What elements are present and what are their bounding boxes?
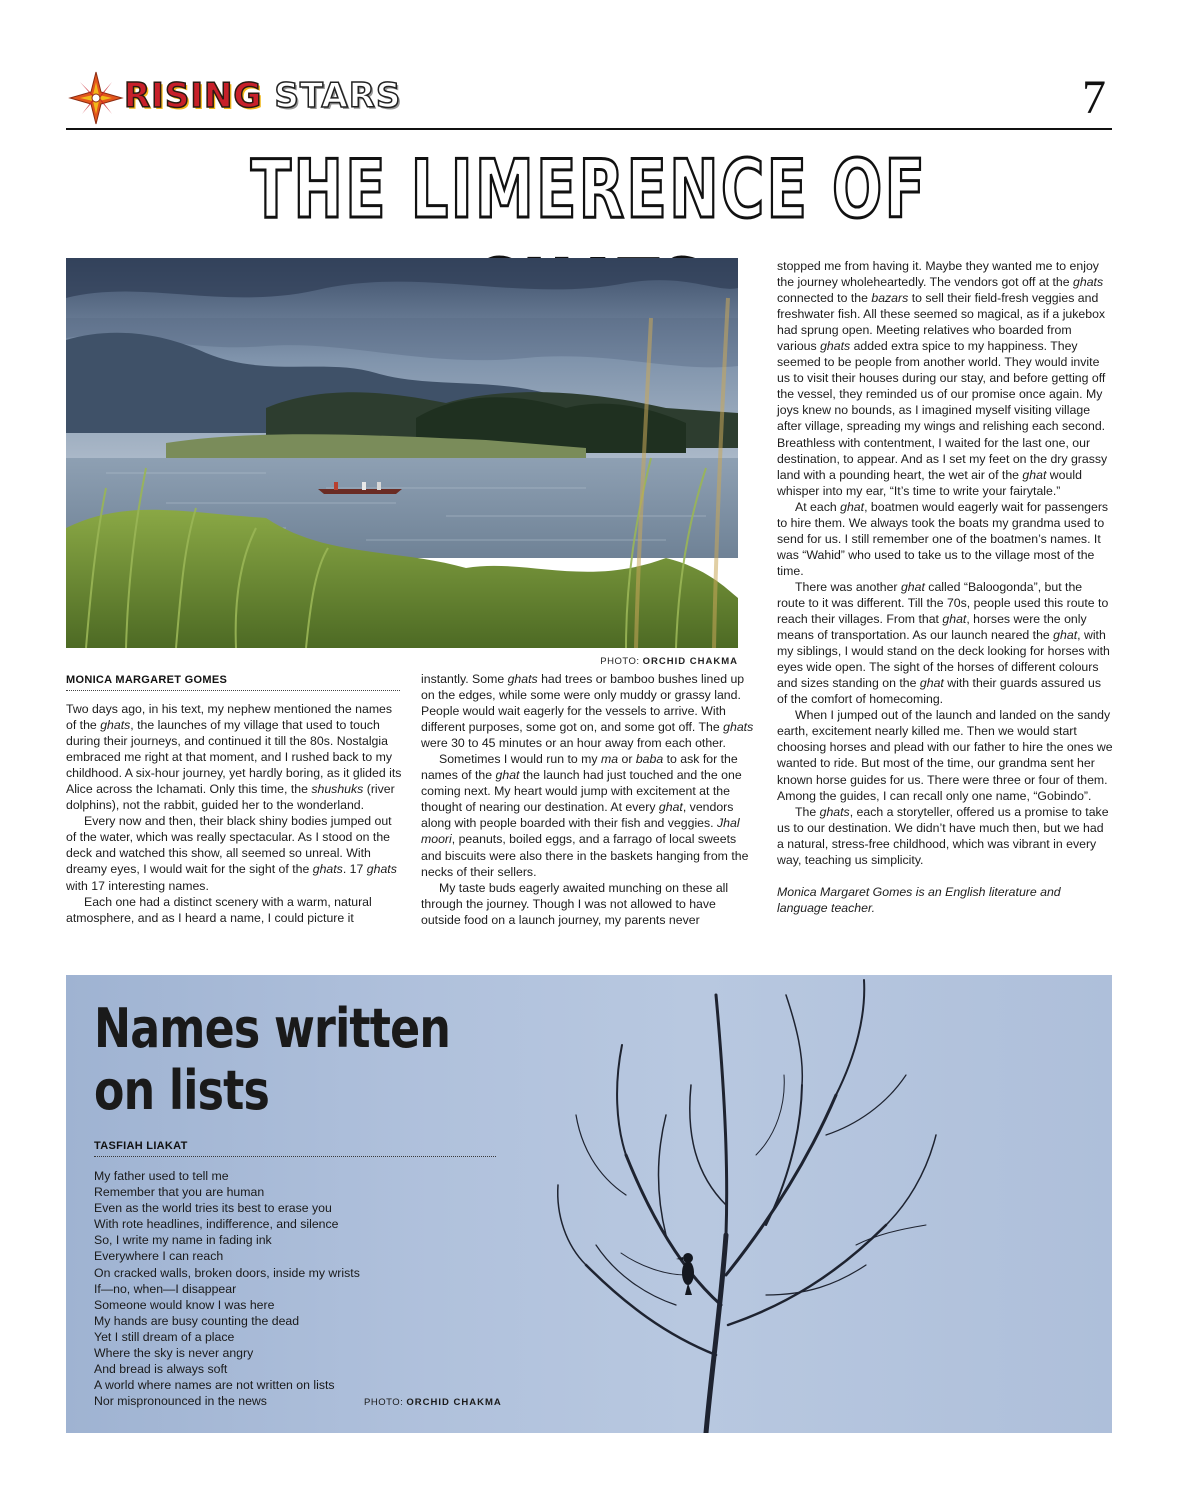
poem-photo-credit-prefix: PHOTO: (364, 1397, 404, 1408)
poem-line: Remember that you are human (94, 1185, 265, 1200)
poem-title (94, 998, 553, 1122)
bird-icon (676, 1253, 694, 1295)
article-column-1 (66, 701, 402, 926)
poem-line: On cracked walls, broken doors, inside my wrists (94, 1265, 360, 1280)
photo-credit-prefix: PHOTO: (600, 656, 640, 667)
poem-title-line-2: on lists (94, 1059, 270, 1122)
brand-wordmark (124, 68, 401, 124)
poem-photo-credit (364, 1397, 502, 1408)
header-rule (66, 128, 1112, 130)
author-bio: Monica Margaret Gomes is an English literature and language teacher. (777, 884, 1061, 915)
paragraph: The ghats, each a storyteller, offered us a promise to take us to our destination. We didn’t have much then, but we had a natural, stress-free childhood, which was vibrant in every way, teaching us simplicity. (777, 804, 1109, 867)
page-number: 7 (1082, 71, 1106, 124)
paragraph: Every now and then, their black shiny bodies jumped out of the water, which was really spectacular. As I stood on the deck and watched this show, all seemed so unreal. With dreamy eyes, I would wait for the sight of the ghats. 17 ghats with 17 interesting names. (66, 814, 397, 893)
lake-landscape-image (66, 258, 738, 648)
article-byline: MONICA MARGARET GOMES (66, 674, 228, 686)
brand-stars: STARS (274, 76, 402, 116)
poem-line: So, I write my name in fading ink (94, 1233, 272, 1248)
paragraph: Two days ago, in his text, my nephew mentioned the names of the ghats, the launches of my village that used to touch during their journeys, and continued it till the 80s. Nostalgia embraced me right at that moment, and I rushed back to my childhood. A six-hour journey, yet hardly boring, as it glided its Alice across the Ichamati. Only this time, the shushuks (river dolphins), not the rabbit, guided her to the wonderland. (66, 702, 402, 813)
paragraph: There was another ghat called “Baloogonda”, but the route to it was different. Till the 70s, people used this route to reach their villages. From that ghat, horses were the only means of transportation. As our launch neared the ghat, with my siblings, I would stand on the deck looking for horses with eyes wide open. The sight of the horses of different colours and sizes standing on the ghat with their guards assured us of the comfort of homecoming. (777, 579, 1110, 707)
paragraph: instantly. Some ghats had trees or bamboo bushes lined up on the edges, while some were only muddy or grassy land. People would wait eagerly for the vessels to arrive. With different purposes, some got on, and some got off. The ghats were 30 to 45 minutes or an hour away from each other. (421, 672, 754, 751)
poem-line: Yet I still dream of a place (94, 1329, 235, 1344)
poem-line: My hands are busy counting the dead (94, 1313, 300, 1328)
poem-byline-dotted-rule (94, 1156, 496, 1157)
paragraph: At each ghat, boatmen would eagerly wait for passengers to hire them. We always took the boats my grandma used to send for us. I still remember one of the boatmen’s names. It was “Wahid” who used to take us to the village most of the time. (777, 499, 1109, 578)
lake-photo (66, 258, 738, 648)
poem-body (94, 1168, 494, 1409)
brand-rising: RISING (124, 76, 263, 116)
photo-credit-name: ORCHID CHAKMA (642, 656, 738, 667)
poem-line: And bread is always soft (94, 1362, 228, 1377)
article-column-3 (777, 258, 1113, 916)
compass-star-icon (66, 70, 126, 126)
paragraph: My taste buds eagerly awaited munching on these all through the journey. Though I was not allowed to have outside food on a launch journey, my parents never (421, 880, 729, 927)
poem-byline: TASFIAH LIAKAT (94, 1140, 188, 1152)
poem-line: My father used to tell me (94, 1169, 229, 1183)
poem-line: Even as the world tries its best to erase you (94, 1201, 332, 1216)
poem-line: Everywhere I can reach (94, 1249, 224, 1264)
poem-photo-credit-name: ORCHID CHAKMA (406, 1397, 502, 1408)
poem-line: If—no, when—I disappear (94, 1281, 237, 1296)
masthead (66, 68, 1112, 130)
paragraph: When I jumped out of the launch and landed on the sandy earth, excitement nearly killed me. Then we would start choosing horses and plead with our father to hire the ones we wanted to ride. But most of the time, our grandma sent her known horse guides for us. There were three or four of them. Among the guides, I can recall only one name, “Gobindo”. (777, 708, 1113, 803)
byline-dotted-rule (66, 690, 400, 691)
paragraph: Sometimes I would run to my ma or baba to ask for the names of the ghat the launch had just touched and the one coming next. My heart would jump with excitement at the thought of nearing our destination. At every ghat, vendors along with people boarded with their fish and veggies. Jhal moori, peanuts, boiled eggs, and a farrago of local sweets and biscuits were also there in the baskets hanging from the necks of their sellers. (421, 752, 749, 879)
article-headline: THE LIMERENCE OF (250, 143, 928, 236)
photo-credit (66, 656, 738, 667)
poem-line: With rote headlines, indifference, and silence (94, 1217, 339, 1232)
poem-title-line-1: Names written (94, 997, 451, 1060)
article-column-2 (421, 671, 757, 928)
paragraph: Each one had a distinct scenery with a warm, natural atmosphere, and as I heard a name, I could picture it (66, 894, 372, 925)
poem-line: A world where names are not written on lists (94, 1378, 335, 1393)
poem-line: Nor mispronounced in the news (94, 1394, 267, 1409)
paragraph: stopped me from having it. Maybe they wanted me to enjoy the journey wholeheartedly. The vendors got off at the ghats connected to the bazars to sell their field-fresh veggies and freshwater fish. All these seemed so magical, as if a jukebox had sprung open. Meeting relatives who boarded from various ghats added extra spice to my happiness. They seemed to be people from another world. They would invite us to visit their houses during our stay, and before getting off the vessel, they reminded us of our promise once again. My joys knew no bounds, as I imagined myself visiting village after village, spreading my wings and relishing each second. Breathless with contentment, I waited for the last one, our destination, to appear. And as I set my feet on the dry grassy land with a pounding heart, the wet air of the ghat would whisper into my ear, “It’s time to write your fairytale.” (777, 259, 1108, 498)
poem-line: Someone would know I was here (94, 1297, 275, 1312)
poem-line: Where the sky is never angry (94, 1346, 254, 1361)
